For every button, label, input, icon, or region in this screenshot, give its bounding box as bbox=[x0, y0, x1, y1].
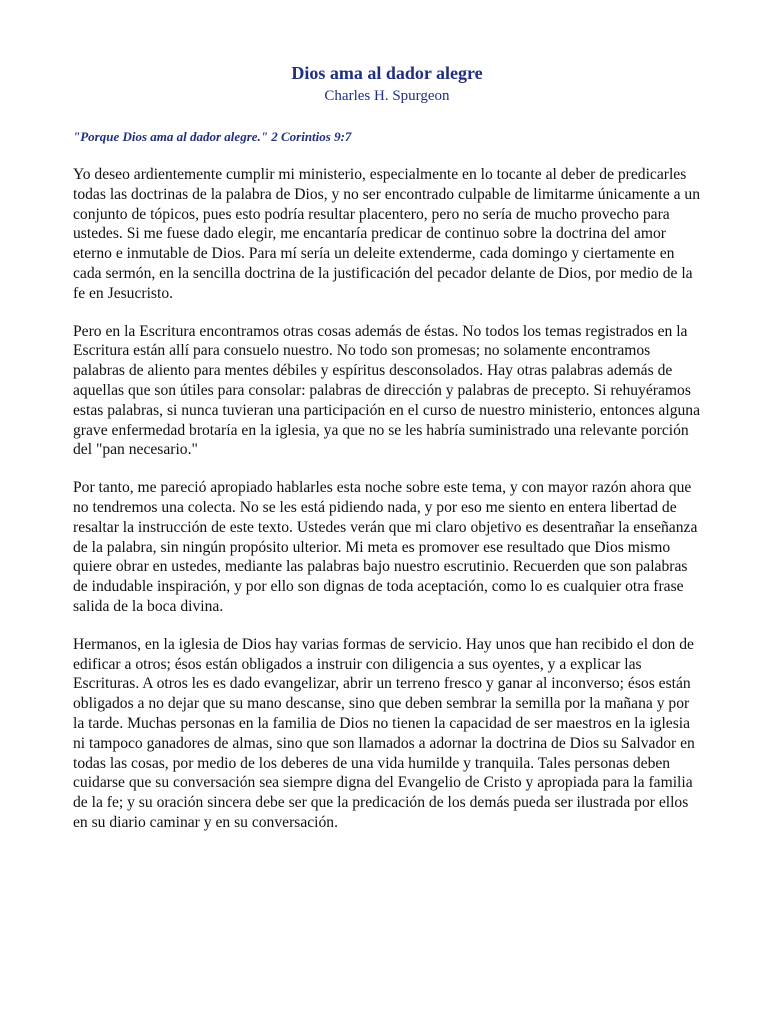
bible-verse: "Porque Dios ama al dador alegre." 2 Corintios 9:7 bbox=[73, 129, 352, 144]
document-page bbox=[73, 62, 701, 833]
paragraph-3: Por tanto, me pareció apropiado hablarles esta noche sobre este tema, y con mayor razón ahora que no tendremos una colecta. No se les está pidiendo nada, y por eso me siento en entera libertad de resaltar la instrucción de este texto. Ustedes verán que mi claro objetivo es desentrañar la enseñanza de la palabra, sin ningún propósito ulterior. Mi meta es promover ese resultado que Dios mismo quiere obrar en ustedes, mediante las palabras bajo nuestro escrutinio. Recuerden que son palabras de indudable inspiración, y por ello son dignas de toda aceptación, como lo es cualquier otra frase salida de la boca divina. bbox=[73, 479, 698, 615]
paragraph-1: Yo deseo ardientemente cumplir mi ministerio, especialmente en lo tocante al deber de predicarles todas las doctrinas de la palabra de Dios, y no ser encontrado culpable de limitarme únicamente a un conjunto de tópicos, pues esto podría resultar placentero, pero no sería de mucho provecho para ustedes. Si me fuese dado elegir, me encantaría predicar de continuo sobre la doctrina del amor eterno e inmutable de Dios. Para mí sería un deleite extenderme, cada domingo y ciertamente en cada sermón, en la sencilla doctrina de la justificación del pecador delante de Dios, por medio de la fe en Jesucristo. bbox=[73, 166, 700, 302]
document-author: Charles H. Spurgeon bbox=[324, 88, 450, 104]
document-title: Dios ama al dador alegre bbox=[291, 63, 483, 83]
paragraph-2: Pero en la Escritura encontramos otras cosas además de éstas. No todos los temas registrados en la Escritura están allí para consuelo nuestro. No todo son promesas; no solamente encontramos palabras de aliento para mentes débiles y espíritus desconsolados. Hay otras palabras además de aquellas que son útiles para consolar: palabras de dirección y palabras de precepto. Si rehuyéramos estas palabras, si nunca tuvieran una participación en el curso de nuestro ministerio, entonces alguna grave enfermedad brotaría en la iglesia, ya que no se les habría suministrado una relevante porción del "pan necesario." bbox=[73, 322, 701, 459]
paragraph-4: Hermanos, en la iglesia de Dios hay varias formas de servicio. Hay unos que han recibido el don de edificar a otros; ésos están obligados a instruir con diligencia a sus oyentes, y a explicar las Escrituras. A otros les es dado evangelizar, abrir un terreno fresco y ganar al inconverso; ésos están obligados a no dejar que su mano descanse, sino que deben sembrar la semilla por la mañana y por la tarde. Muchas personas en la familia de Dios no tienen la capacidad de ser maestros en la iglesia ni tampoco ganadores de almas, sino que son llamados a adornar la doctrina de Dios su Salvador en todas las cosas, por medio de los deberes de una vida humilde y tranquila. Tales personas deben cuidarse que su conversación sea siempre digna del Evangelio de Cristo y apropiada para la familia de la fe; y su oración sincera debe ser que la predicación de los demás pueda ser ilustrada por ellos en su diario caminar y en su conversación. bbox=[73, 635, 695, 831]
